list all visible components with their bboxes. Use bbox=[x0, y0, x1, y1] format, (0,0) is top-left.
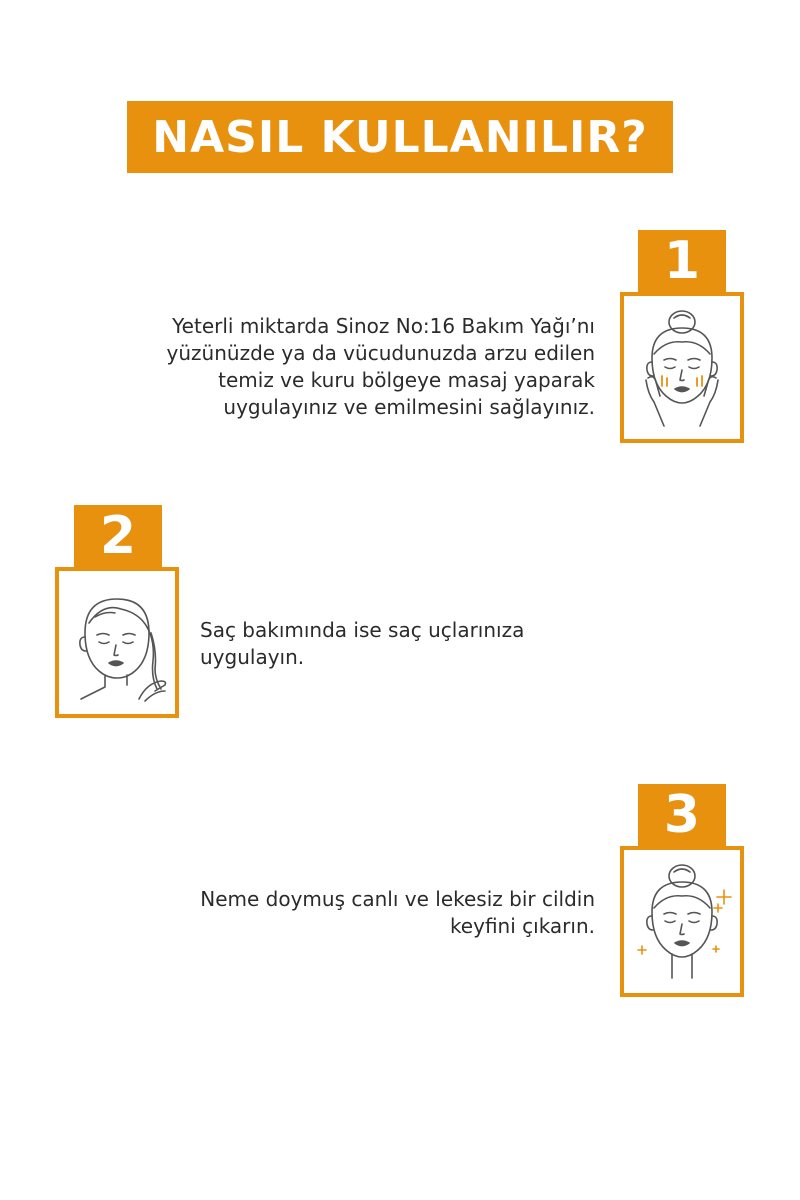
step-1-line: yüzünüzde ya da vücudunuzda arzu edilen bbox=[166, 341, 595, 365]
face-massage-icon bbox=[624, 296, 740, 439]
step-2-illustration-frame bbox=[55, 567, 179, 718]
step-1-text bbox=[167, 313, 595, 421]
title-banner bbox=[127, 101, 673, 173]
step-1-line: Yeterli miktarda Sinoz No:16 Bakım Yağı’nı bbox=[172, 314, 595, 338]
step-2-number: 2 bbox=[74, 505, 162, 567]
step-1-line: temiz ve kuru bölgeye masaj yaparak bbox=[218, 368, 595, 392]
page-title: NASIL KULLANILIR? bbox=[152, 111, 648, 163]
step-3-line: Neme doymuş canlı ve lekesiz bir cildin bbox=[200, 887, 595, 911]
step-2-line: uygulayın. bbox=[200, 645, 305, 669]
step-3-line: keyfini çıkarın. bbox=[449, 914, 595, 938]
step-3-number: 3 bbox=[638, 784, 726, 846]
step-1-number: 1 bbox=[638, 230, 726, 292]
step-1-illustration-frame bbox=[620, 292, 744, 443]
step-3-illustration-frame bbox=[620, 846, 744, 997]
step-1-line: uygulayınız ve emilmesini sağlayınız. bbox=[223, 395, 595, 419]
step-2-line: Saç bakımında ise saç uçlarınıza bbox=[200, 618, 525, 642]
hair-care-face-icon bbox=[59, 571, 175, 714]
glowing-face-icon bbox=[624, 850, 740, 993]
step-2-text bbox=[200, 617, 524, 671]
step-3-text bbox=[200, 886, 595, 940]
